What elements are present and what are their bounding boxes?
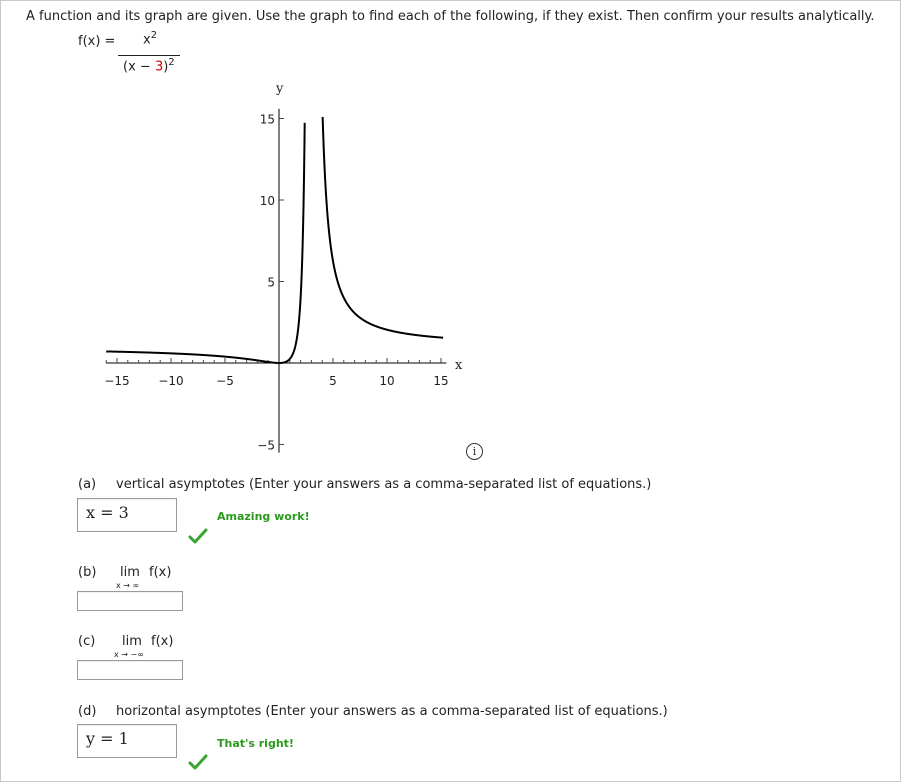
part-b-lim: lim <box>120 565 140 580</box>
part-b-function: f(x) <box>149 565 172 580</box>
function-lhs: f(x) = <box>78 34 116 49</box>
part-b-answer-input[interactable] <box>77 591 183 611</box>
part-a-feedback: Amazing work! <box>217 510 310 523</box>
part-c-limit-subscript: x → −∞ <box>114 650 144 659</box>
x-tick-label: −10 <box>158 374 184 388</box>
function-numerator: $x^2$ <box>143 30 158 48</box>
x-tick-label: 5 <box>329 374 337 388</box>
curve-right-branch <box>323 117 444 338</box>
y-tick-label: 5 <box>267 275 275 290</box>
question-prompt: A function and its graph are given. Use the graph to find each of the following, if they exist. Then confirm your results analytically. <box>26 9 875 24</box>
part-c-letter: (c) <box>78 634 96 649</box>
check-icon <box>188 754 208 770</box>
part-c-answer-input[interactable] <box>77 660 183 680</box>
part-d-prompt: horizontal asymptotes (Enter your answers as a comma-separated list of equations.) <box>116 704 668 719</box>
part-a-answer-input[interactable] <box>77 498 177 532</box>
part-d-answer-input[interactable] <box>77 724 177 758</box>
x-tick-label: 10 <box>379 374 395 388</box>
y-axis-label: y <box>276 81 284 97</box>
function-denominator: $(x - 3)^2$ <box>123 57 175 75</box>
part-d-letter: (d) <box>78 704 97 719</box>
x-tick-label: −15 <box>104 374 130 388</box>
x-tick-label: −5 <box>216 374 234 388</box>
part-a-prompt: vertical asymptotes (Enter your answers as a comma-separated list of equations.) <box>116 477 652 492</box>
part-c-function: f(x) <box>151 634 174 649</box>
graph-tick-labels <box>104 113 448 453</box>
curve-left-branch <box>106 123 305 363</box>
x-axis-label: x <box>455 358 463 373</box>
y-tick-label: −5 <box>257 438 275 453</box>
part-a-answer-value: x = 3 <box>86 503 129 522</box>
part-a-letter: (a) <box>78 477 97 492</box>
graph-axes <box>106 109 449 453</box>
part-c-lim: lim <box>122 634 142 649</box>
y-tick-label: 10 <box>259 194 275 208</box>
y-tick-label: 15 <box>259 112 275 127</box>
part-d-answer-value: y = 1 <box>86 729 129 748</box>
part-b-limit-subscript: x → ∞ <box>116 581 140 590</box>
x-tick-label: 15 <box>433 374 449 388</box>
info-icon[interactable]: i <box>466 443 483 460</box>
part-d-feedback: That's right! <box>217 737 294 750</box>
part-b-letter: (b) <box>78 565 97 580</box>
check-icon <box>188 528 208 544</box>
